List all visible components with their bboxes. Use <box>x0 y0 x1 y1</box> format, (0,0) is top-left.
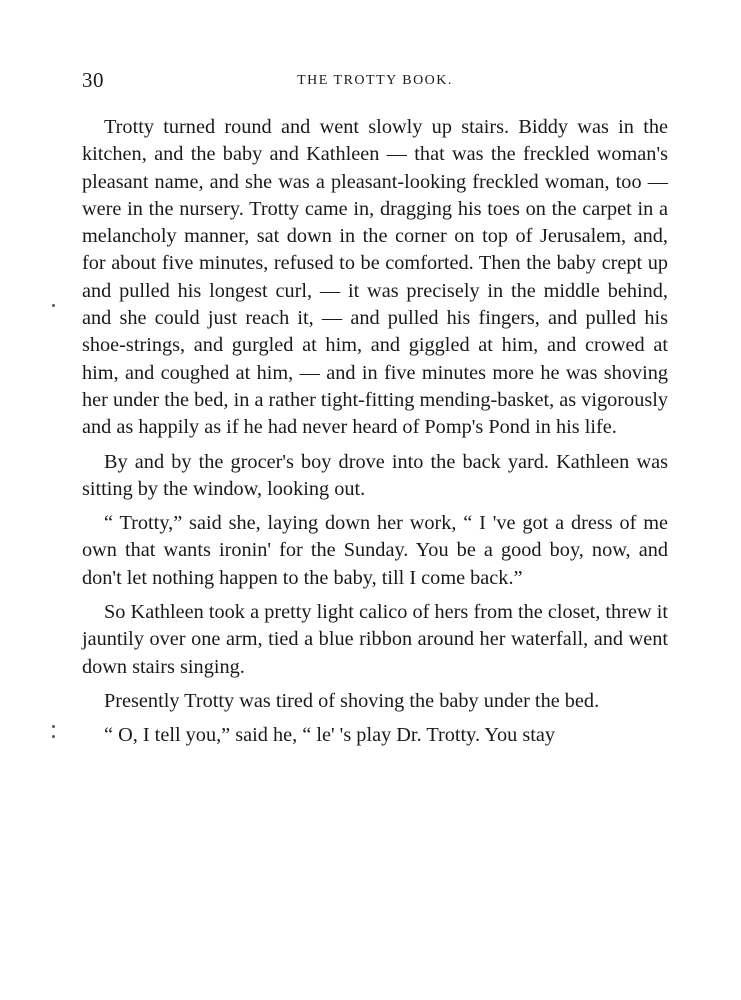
running-title: THE TROTTY BOOK. <box>297 73 453 88</box>
paragraph: “ Trotty,” said she, laying down her work, “ I 've got a dress of me own that wants ironin' for the Sunday. You be a good boy, now, and don't let nothing happen to the baby, till I come back.” <box>82 512 668 589</box>
print-speck <box>52 725 55 728</box>
paragraph: “ O, I tell you,” said he, “ le' 's play Dr. Trotty. You stay <box>104 724 556 747</box>
paragraph: By and by the grocer's boy drove into the back yard. Kathleen was sitting by the window, looking out. <box>82 450 668 500</box>
page-number: 30 <box>82 68 104 92</box>
paragraph: Trotty turned round and went slowly up stairs. Biddy was in the kitchen, and the baby and Kathleen — that was the freckled woman's pleasant name, and she was a pleasant-looking freckled woman, too — were in the nursery. Trotty came in, dragging his toes on the carpet in a melancholy manner, sat down in the corner on top of Jerusalem, and, for about five minutes, refused to be comforted. Then the baby crept up and pulled his longest curl, — it was precisely in the middle behind, and she could just reach it, — and pulled his fingers, and pulled his shoe-strings, and gurgled at him, and giggled at him, and crowed at him, and coughed at him, — and in five minutes more he was shoving her under the bed, in a rather tight-fitting mending-basket, as vigorously and as happily as if he had never heard of Pomp's Pond in his life. <box>82 116 668 439</box>
page-header <box>82 68 668 96</box>
print-speck <box>52 304 55 307</box>
paragraph: Presently Trotty was tired of shoving the baby under the bed. <box>104 689 600 712</box>
print-speck <box>52 735 55 738</box>
paragraph: So Kathleen took a pretty light calico of hers from the closet, threw it jauntily over one arm, tied a blue ribbon around her waterfall, and went down stairs singing. <box>82 601 668 678</box>
body-text <box>82 114 668 757</box>
